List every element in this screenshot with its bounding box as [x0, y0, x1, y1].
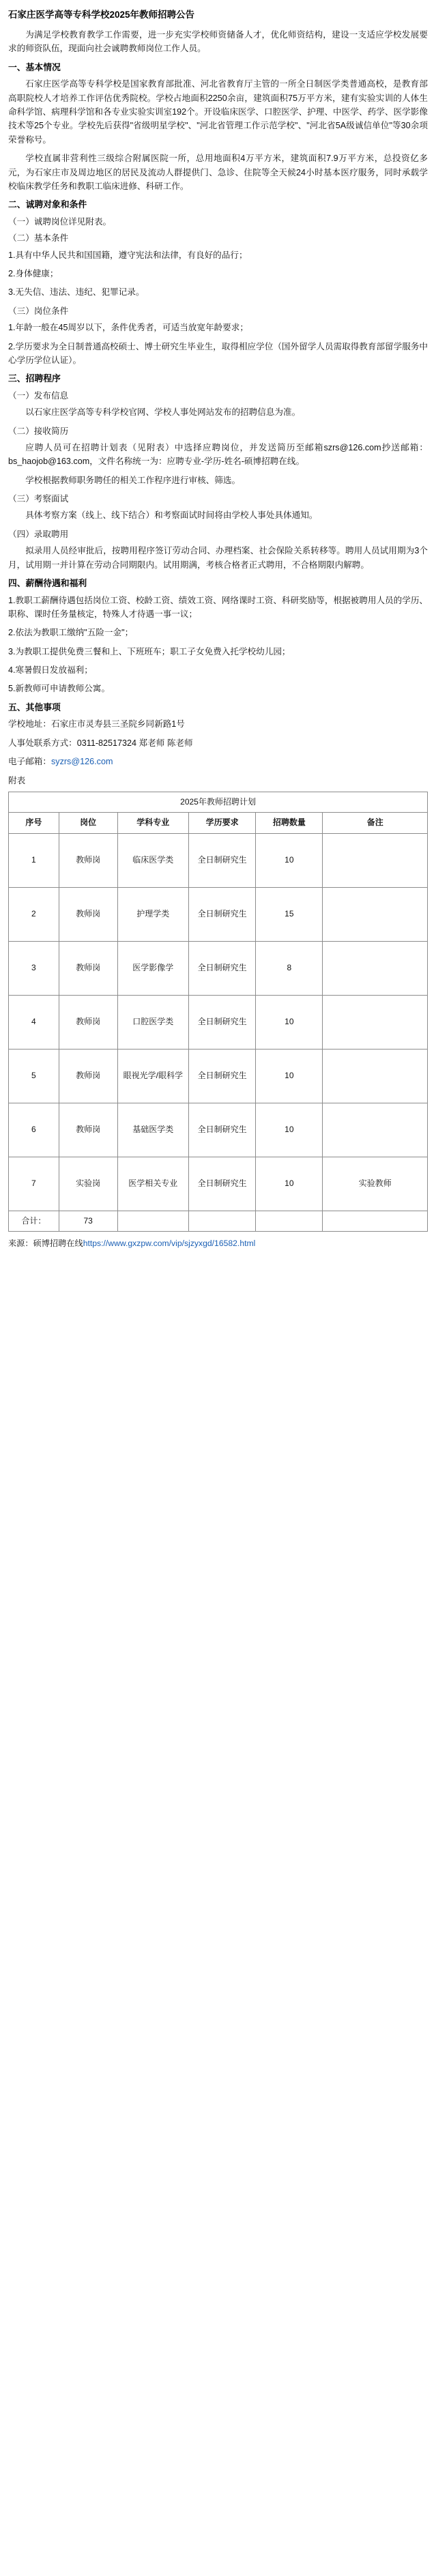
column-header-post: 岗位 [59, 813, 117, 833]
paragraph-school-address: 学校地址：石家庄市灵寿县三圣院乡同新路1号 [8, 719, 185, 729]
subsection-receive-resume: （二）接收简历 [8, 426, 69, 436]
section-heading-procedure: 三、招聘程序 [8, 373, 61, 384]
cell-degree: 全日制研究生 [189, 941, 256, 995]
cell-remark [323, 941, 428, 995]
cell-no: 7 [9, 1157, 59, 1211]
document-page [0, 0, 436, 1262]
section-heading-other: 五、其他事项 [8, 701, 61, 712]
cell-subject: 护理学类 [117, 887, 188, 941]
table-row [9, 1049, 428, 1103]
total-filler-4 [323, 1211, 428, 1231]
cell-degree: 全日制研究生 [189, 887, 256, 941]
table-row [9, 995, 428, 1049]
condition-item-1: 1.具有中华人民共和国国籍，遵守宪法和法律，有良好的品行； [8, 250, 248, 260]
total-value: 73 [59, 1211, 117, 1231]
paragraph-hiring: 拟录用人员经审批后，按聘用程序签订劳动合同、办理档案、社会保险关系转移等。聘用人员试用期为3个月，试用期一并计算在劳动合同期限内。试用期满，考核合格者正式聘用，不合格期限内解聘。 [8, 546, 428, 570]
column-header-remark: 备注 [323, 813, 428, 833]
cell-subject: 临床医学类 [117, 833, 188, 887]
subsection-post-conditions: （三）岗位条件 [8, 306, 69, 316]
paragraph-contact: 人事处联系方式：0311-82517324 郑老师 陈老师 [8, 738, 193, 748]
column-header-no: 序号 [9, 813, 59, 833]
benefit-item-2: 2.依法为教职工缴纳"五险一金"； [8, 628, 134, 638]
subsection-posts: （一）诚聘岗位详见附表。 [8, 216, 112, 227]
table-caption-row [9, 792, 428, 812]
paragraph-interview: 具体考察方案（线上、线下结合）和考察面试时间将由学校人事处具体通知。 [25, 510, 318, 521]
benefit-item-4: 4.寒暑假日发放福利； [8, 665, 93, 676]
column-header-degree: 学历要求 [189, 813, 256, 833]
section-heading-basic-info: 一、基本情况 [8, 61, 61, 72]
column-header-count: 招聘数量 [256, 813, 323, 833]
benefit-item-5: 5.新教师可申请教师公寓。 [8, 684, 111, 694]
source-prefix: 来源：硕博招聘在线 [8, 1239, 83, 1249]
table-row [9, 1103, 428, 1157]
cell-post: 教师岗 [59, 1103, 117, 1157]
condition-item-3: 3.无失信、违法、违纪、犯罪记录。 [8, 287, 145, 298]
condition-item-2: 2.身体健康； [8, 268, 59, 278]
cell-post: 实验岗 [59, 1157, 117, 1211]
table-caption: 2025年教师招聘计划 [9, 792, 428, 812]
benefit-item-3: 3.为教职工提供免费三餐和上、下班班车；职工子女免费入托学校幼儿园； [8, 646, 291, 656]
source-link[interactable]: https://www.gxzpw.com/vip/sjzyxgd/16582.html [83, 1239, 256, 1249]
cell-subject: 眼视光学/眼科学 [117, 1049, 188, 1103]
subsection-interview: （三）考察面试 [8, 494, 69, 504]
email-label: 电子邮箱： [8, 757, 51, 767]
column-header-subject: 学科专业 [117, 813, 188, 833]
cell-post: 教师岗 [59, 995, 117, 1049]
cell-count: 8 [256, 941, 323, 995]
cell-remark [323, 995, 428, 1049]
cell-no: 4 [9, 995, 59, 1049]
cell-degree: 全日制研究生 [189, 1103, 256, 1157]
table-row [9, 1157, 428, 1211]
cell-remark [323, 887, 428, 941]
post-condition-item-1: 1.年龄一般在45周岁以下，条件优秀者，可适当放宽年龄要求； [8, 323, 248, 333]
table-header-row [9, 813, 428, 833]
cell-post: 教师岗 [59, 887, 117, 941]
cell-no: 6 [9, 1103, 59, 1157]
cell-count: 10 [256, 1157, 323, 1211]
cell-remark: 实验教师 [323, 1157, 428, 1211]
benefit-item-1: 1.教职工薪酬待遇包括岗位工资、校龄工资、绩效工资、网络课时工资、科研奖励等，根据被聘用人员的学历、职称、课时任务量核定，特殊人才待遇一事一议； [8, 595, 428, 619]
paragraph-intro: 为满足学校教育教学工作需要，进一步充实学校师资储备人才，优化师资结构，建设一支适应学校发展要求的师资队伍，现面向社会诚聘教师岗位工作人员。 [8, 29, 428, 54]
cell-post: 教师岗 [59, 833, 117, 887]
cell-count: 10 [256, 833, 323, 887]
cell-post: 教师岗 [59, 1049, 117, 1103]
cell-no: 2 [9, 887, 59, 941]
recruitment-plan-table [8, 792, 428, 1232]
table-total-row [9, 1211, 428, 1231]
cell-degree: 全日制研究生 [189, 995, 256, 1049]
paragraph-review-process: 学校根据教师职务聘任的相关工作程序进行审核、筛选。 [25, 475, 241, 485]
cell-no: 5 [9, 1049, 59, 1103]
cell-post: 教师岗 [59, 941, 117, 995]
table-row [9, 833, 428, 887]
cell-count: 10 [256, 1103, 323, 1157]
table-row [9, 941, 428, 995]
subsection-publish-info: （一）发布信息 [8, 390, 69, 401]
total-filler-1 [117, 1211, 188, 1231]
cell-no: 3 [9, 941, 59, 995]
subsection-basic-conditions: （二）基本条件 [8, 233, 69, 244]
subsection-hiring: （四）录取聘用 [8, 529, 69, 539]
cell-count: 10 [256, 995, 323, 1049]
paragraph-hospital-overview: 学校直属非营利性三级综合附属医院一所，总用地面积4万平方米，建筑面积7.9万平方米，总投资亿多元，为石家庄市及周边地区的居民及流动人群提供门、急诊、住院等全天候24小时基本医疗服务，同时承载学校临床教学任务和教职工临床进修、科研工作。 [8, 154, 428, 191]
cell-no: 1 [9, 833, 59, 887]
cell-count: 15 [256, 887, 323, 941]
attachment-label: 附表 [8, 775, 26, 785]
cell-remark [323, 1049, 428, 1103]
email-link[interactable]: syzrs@126.com [50, 757, 113, 767]
cell-remark [323, 833, 428, 887]
cell-subject: 医学相关专业 [117, 1157, 188, 1211]
cell-remark [323, 1103, 428, 1157]
table-row [9, 887, 428, 941]
paragraph-email [8, 755, 428, 768]
cell-degree: 全日制研究生 [189, 833, 256, 887]
paragraph-receive-resume: 应聘人员可在招聘计划表（见附表）中选择应聘岗位，并发送简历至邮箱szrs@126.com抄送邮箱：bs_haojob@163.com，文件名称统一为：应聘专业-学历-姓名-硕博招聘在线。 [8, 442, 428, 467]
section-heading-salary-benefits: 四、薪酬待遇和福利 [8, 578, 87, 589]
post-condition-item-2: 2.学历要求为全日制普通高校硕士、博士研究生毕业生，取得相应学位（国外留学人员需取得教育部留学服务中心学历学位认证）。 [8, 341, 428, 365]
paragraph-publish-info: 以石家庄医学高等专科学校官网、学校人事处网站发布的招聘信息为准。 [25, 407, 301, 418]
section-heading-targets-conditions: 二、诚聘对象和条件 [8, 199, 87, 210]
cell-subject: 医学影像学 [117, 941, 188, 995]
total-filler-3 [256, 1211, 323, 1231]
paragraph-school-overview: 石家庄医学高等专科学校是国家教育部批准、河北省教育厅主管的一所全日制医学类普通高校，是教育部高职院校人才培养工作评估优秀院校。学校占地面积2250余亩，建筑面积75万平方米，建有实验实训的人体生命科学馆、病理科学馆和各专业实验实训室192个。开设临床医学、口腔医学、护理、中医学、药学、医学影像技术等25个专业。学校先后获得"省级明星学校"、"河北省管理工作示范学校"、"河北省5A级诚信单位"等30余项荣誉称号。 [8, 79, 428, 145]
source-line [8, 1237, 428, 1251]
total-label: 合计： [9, 1211, 59, 1231]
cell-degree: 全日制研究生 [189, 1157, 256, 1211]
cell-degree: 全日制研究生 [189, 1049, 256, 1103]
cell-subject: 基础医学类 [117, 1103, 188, 1157]
cell-count: 10 [256, 1049, 323, 1103]
cell-subject: 口腔医学类 [117, 995, 188, 1049]
page-title: 石家庄医学高等专科学校2025年教师招聘公告 [8, 10, 195, 20]
total-filler-2 [189, 1211, 256, 1231]
